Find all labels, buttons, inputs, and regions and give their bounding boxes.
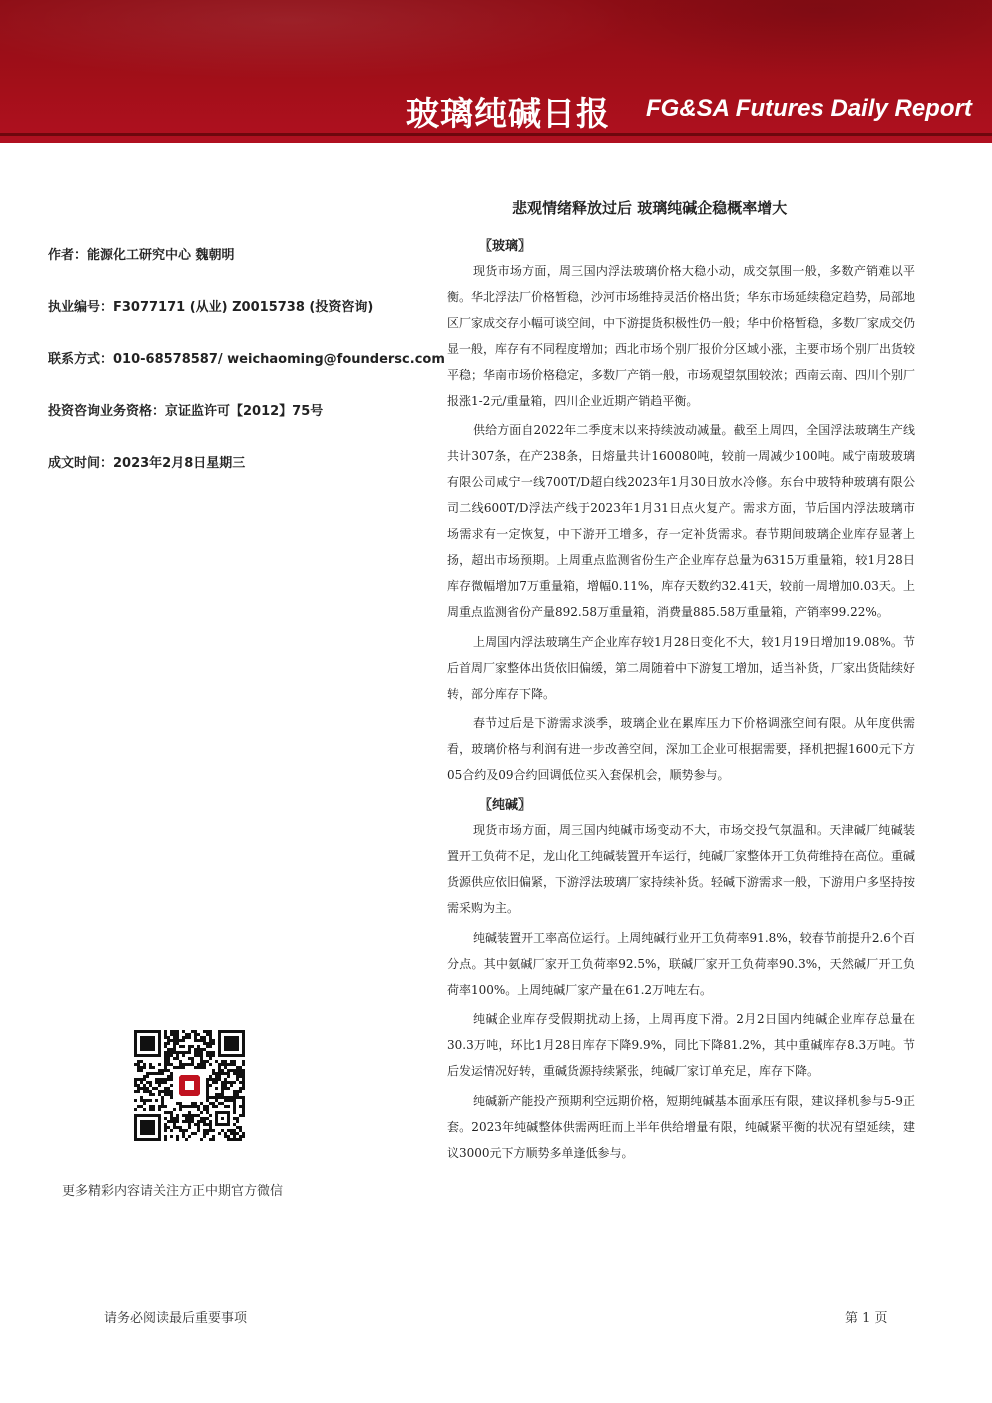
qr-code-icon — [134, 1030, 245, 1141]
soda-paragraph-1: 现货市场方面，周三国内纯碱市场变动不大，市场交投气氛温和。天津碱厂纯碱装置开工负荷不足，龙山化工纯碱装置开车运行，纯碱厂家整体开工负荷维持在高位。重碱货源供应依旧偏紧，下游浮法玻璃厂家持续补货。轻碱下游需求一般，下游用户多坚持按需采购为主。 — [447, 823, 916, 915]
author-line: 作者：能源化工研究中心 魏朝明 — [48, 248, 235, 263]
soda-paragraph-4: 纯碱新产能投产预期利空远期价格，短期纯碱基本面承压有限，建议择机参与5-9正套。2023年纯碱整体供需两旺而上半年供给增量有限，纯碱紧平衡的状况有望延续，建议3000元下方顺势多单逢低参与。 — [447, 1094, 915, 1160]
header-divider — [0, 133, 992, 136]
qualification-line: 投资咨询业务资格：京证监许可【2012】75号 — [48, 404, 324, 419]
section-title-glass: 〖玻璃〗 — [479, 239, 532, 254]
article-body — [447, 234, 915, 1171]
report-title-en: FG&SA Futures Daily Report — [646, 95, 972, 122]
report-header-band — [0, 0, 992, 143]
glass-paragraph-4: 春节过后是下游需求淡季，玻璃企业在累库压力下价格调涨空间有限。从年度供需看，玻璃价格与利润有进一步改善空间，深加工企业可根据需要，择机把握1600元下方05合约及09合约回调低位买入套保机会，顺势参与。 — [447, 716, 915, 783]
article-headline: 悲观情绪释放过后 玻璃纯碱企稳概率增大 — [512, 199, 788, 217]
license-number-line: 执业编号：F3077171 (从业) Z0015738 (投资咨询) — [48, 300, 374, 315]
glass-paragraph-3: 上周国内浮法玻璃生产企业库存较1月28日变化不大，较1月19日增加19.08%。节后首周厂家整体出货依旧偏缓，第二周随着中下游复工增加，适当补货，厂家出货陆续好转，部分库存下降。 — [447, 634, 916, 701]
header-highlight — [0, 0, 640, 80]
footer-notice: 请务必阅读最后重要事项 — [104, 1311, 248, 1326]
page-number: 第 1 页 — [845, 1311, 888, 1326]
soda-paragraph-2: 纯碱装置开工率高位运行。上周纯碱行业开工负荷率91.8%，较春节前提升2.6个百分点。其中氨碱厂家开工负荷率92.5%，联碱厂家开工负荷率90.3%，天然碱厂开工负荷率100%。上周纯碱厂家产量在61.2万吨左右。 — [447, 930, 915, 997]
glass-paragraph-1: 现货市场方面，周三国内浮法玻璃价格大稳小动，成交氛围一般，多数产销难以平衡。华北浮法厂价格暂稳，沙河市场维持灵活价格出货；华东市场延续稳定趋势，局部地区厂家成交存小幅可谈空间，中下游提货积极性仍一般；华中价格暂稳，多数厂家成交仍显一般，库存有不同程度增加；西北市场个别厂报价分区域小涨，主要市场个别厂出货较平稳；华南市场价格稳定，多数厂产销一般，市场观望氛围较浓；西南云南、四川个别厂报涨1-2元/重量箱，四川企业近期产销趋平衡。 — [447, 264, 916, 408]
glass-paragraph-2: 供给方面自2022年二季度末以来持续波动减量。截至上周四，全国浮法玻璃生产线共计307条，在产238条，日熔量共计160080吨，较前一周减少100吨。咸宁南玻玻璃有限公司咸宁一线700T/D超白线2023年1月30日放水冷修。东台中玻特种玻璃有限公司二线600T/D浮法产线于2023年1月31日点火复产。需求方面，节后国内浮法玻璃市场需求有一定恢复，中下游开工增多，存一定补货需求。春节期间玻璃企业库存显著上扬，超出市场预期。上周重点监测省份生产企业库存总量为6315万重量箱，较1月28日库存微幅增加7万重量箱，增幅0.11%，库存天数约32.41天，较前一周增加0.03天。上周重点监测省份产量892.58万重量箱，消费量885.58万重量箱，产销率99.22%。 — [447, 423, 915, 619]
soda-paragraph-3: 纯碱企业库存受假期扰动上扬，上周再度下滑。2月2日国内纯碱企业库存总量在30.3万吨，环比1月28日库存下降9.9%，同比下降81.2%，其中重碱库存8.3万吨。节后发运情况好转，重碱货源持续紧张，纯碱厂家订单充足，库存下降。 — [447, 1012, 915, 1079]
contact-line: 联系方式：010-68578587/ weichaoming@foundersc.com — [48, 352, 445, 367]
report-title-cn: 玻璃纯碱日报 — [406, 94, 610, 133]
section-title-soda-ash: 〖纯碱〗 — [479, 798, 532, 814]
header-shadow — [572, 0, 992, 80]
date-line: 成文时间：2023年2月8日星期三 — [48, 456, 246, 471]
qr-caption: 更多精彩内容请关注方正中期官方微信 — [62, 1184, 284, 1199]
